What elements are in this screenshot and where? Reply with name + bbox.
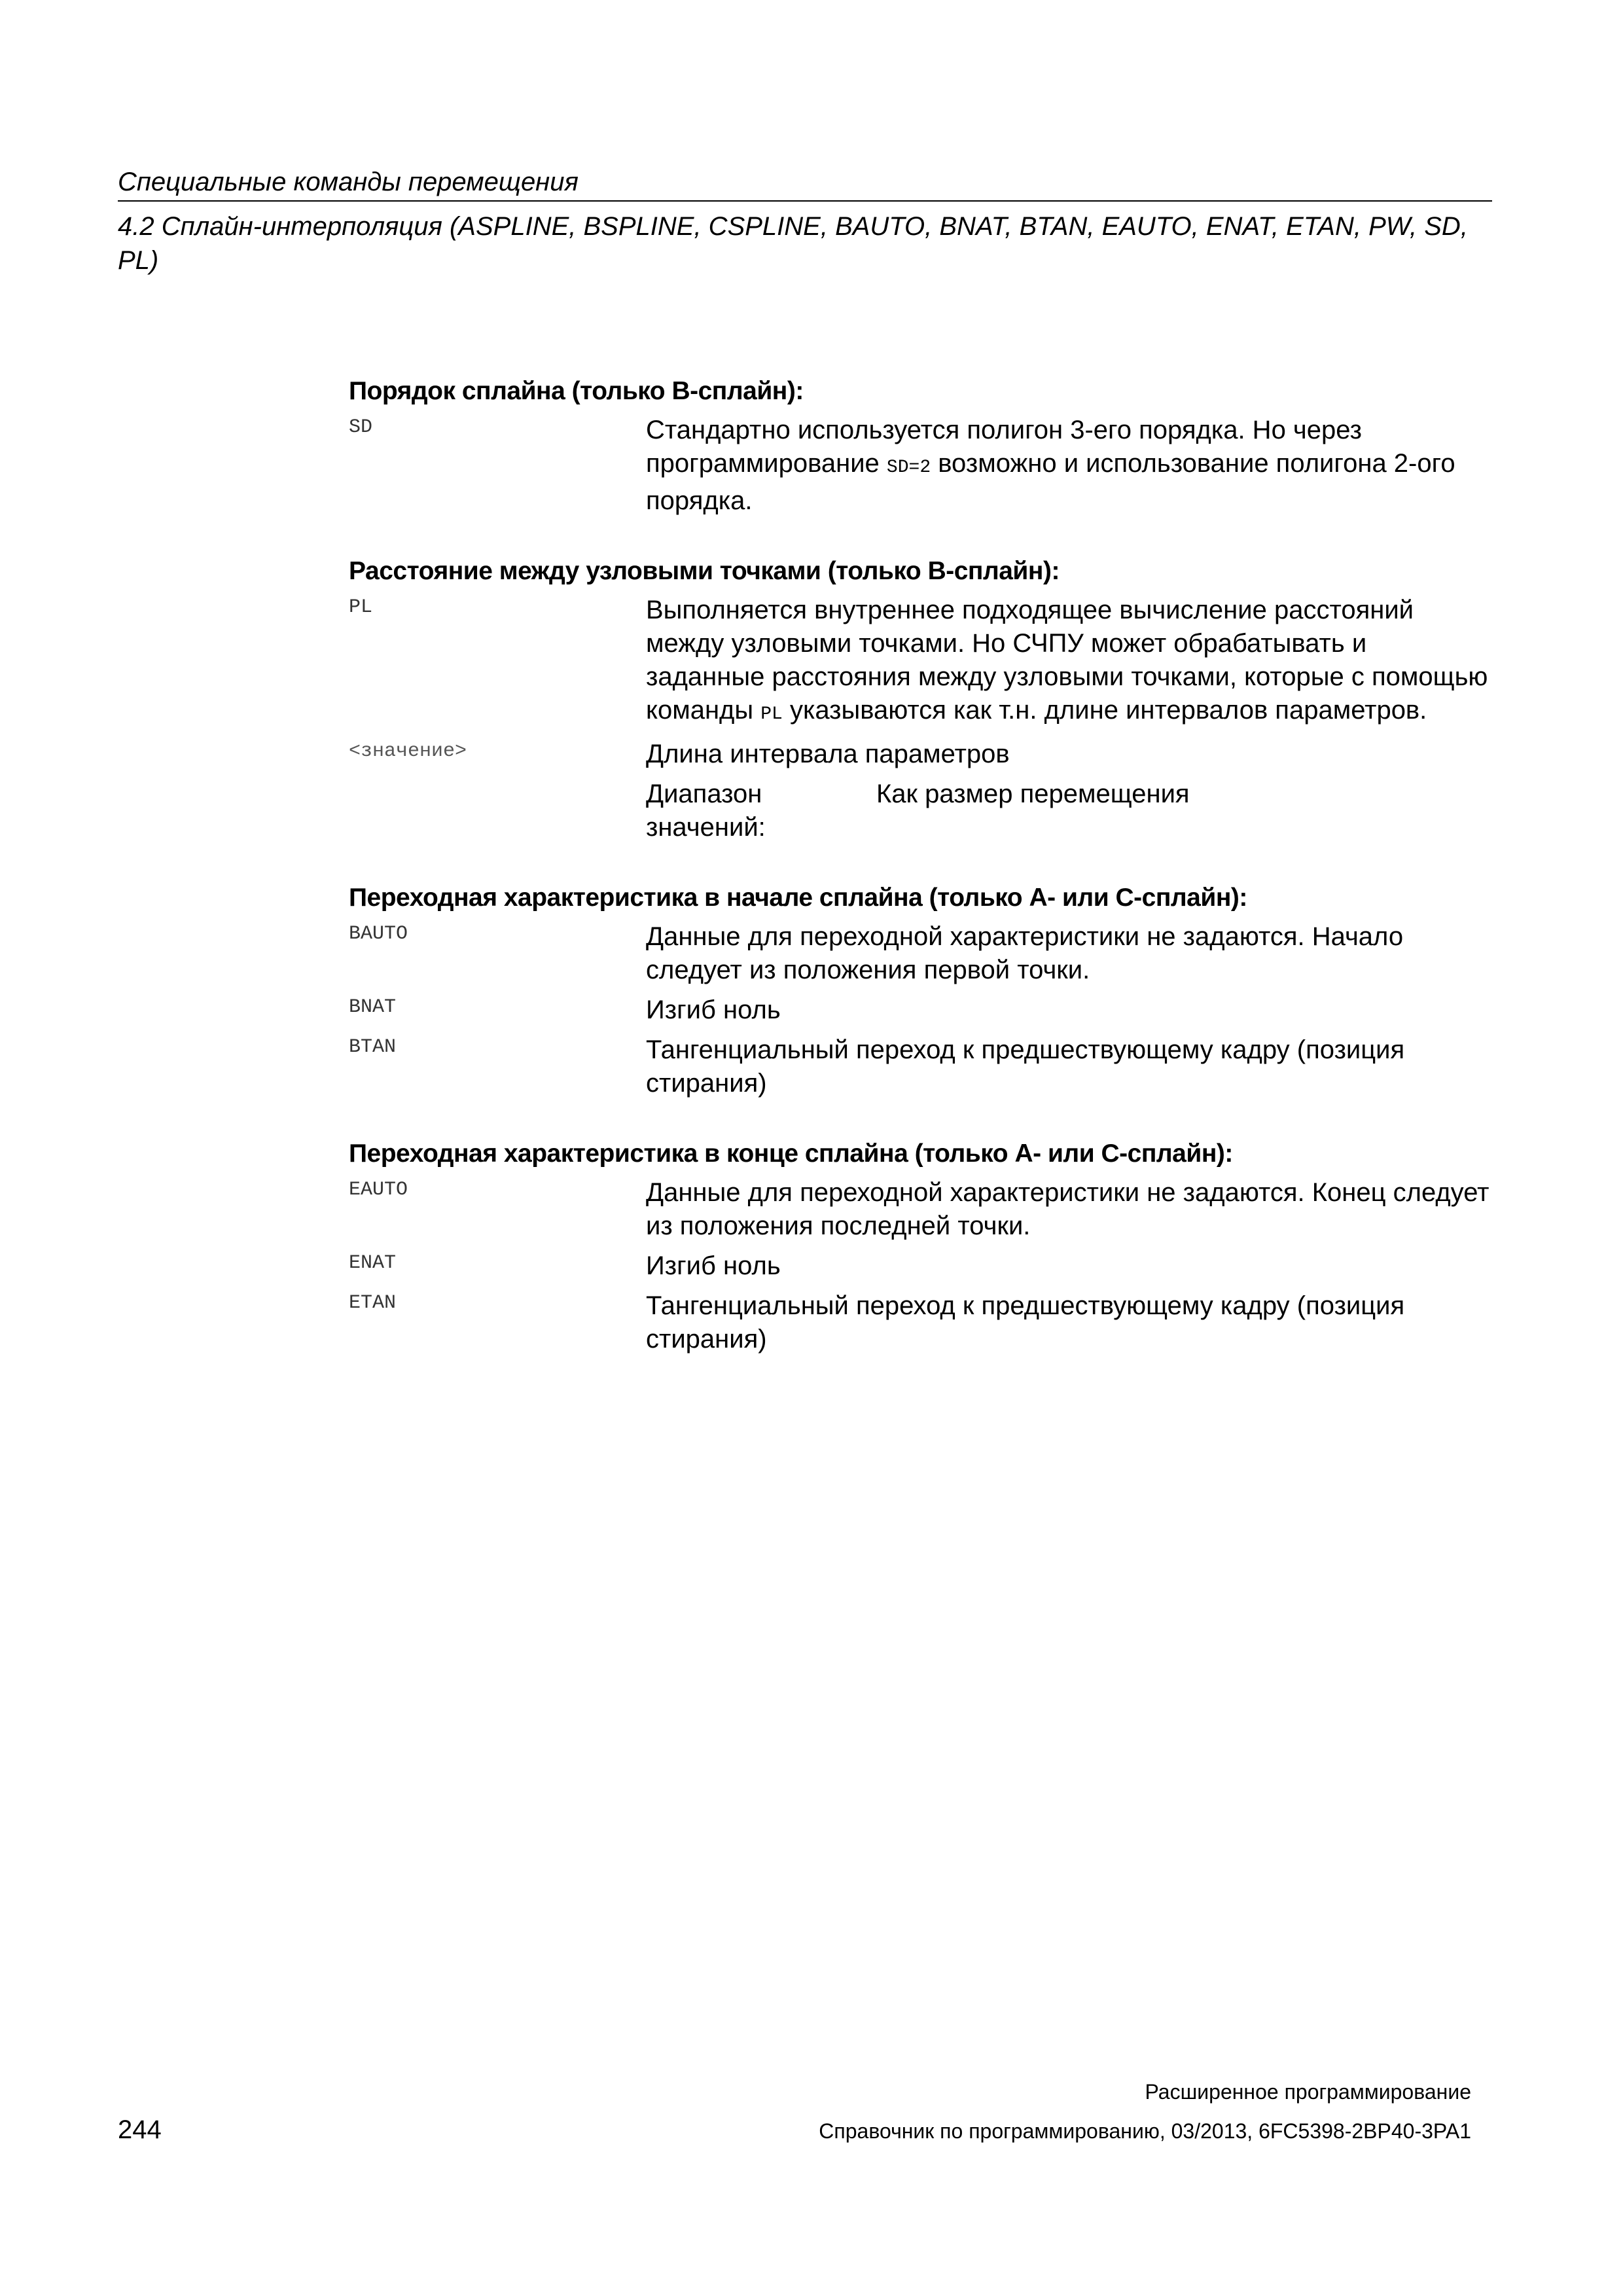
page-number: 244 xyxy=(118,2115,162,2144)
term: BNAT xyxy=(349,996,397,1018)
term: ETAN xyxy=(349,1292,397,1314)
content xyxy=(349,376,1501,1394)
header-section: 4.2 Сплайн-интерполяция (ASPLINE, BSPLINE, CSPLINE, BAUTO, BNAT, BTAN, EAUTO, ENAT, ETAN, PW, SD, PL) xyxy=(118,212,1468,275)
definition-row xyxy=(349,738,1501,844)
section-spline-order xyxy=(349,376,1501,518)
description: Данные для переходной характеристики не задаются. Конец следует из положения последней точки. xyxy=(646,1178,1489,1240)
definition-row xyxy=(349,1033,1501,1100)
header-chapter: Специальные команды перемещения xyxy=(118,168,579,196)
term: EAUTO xyxy=(349,1179,408,1201)
term: ENAT xyxy=(349,1252,397,1274)
term: SD xyxy=(349,416,373,439)
description-text: Выполняется внутреннее подходящее вычисление расстояний между узловыми точками. Но СЧПУ может обрабатывать и заданные расстояния между узловыми точками, которые с помощью команды xyxy=(646,596,1488,725)
description: Изгиб ноль xyxy=(646,996,781,1024)
description xyxy=(646,594,1490,731)
footer-reference: Справочник по программированию, 03/2013, 6FC5398-2BP40-3PA1 xyxy=(819,2119,1471,2143)
term: BTAN xyxy=(349,1036,397,1058)
definition-row xyxy=(349,1249,1501,1283)
section-title: Переходная характеристика в конце сплайна (только A- или C-сплайн): xyxy=(349,1139,1233,1168)
term: PL xyxy=(349,596,373,619)
term-parameter: <значение> xyxy=(349,740,467,762)
section-title: Расстояние между узловыми точками (только B-сплайн): xyxy=(349,557,1060,585)
inline-code: SD=2 xyxy=(886,457,931,478)
inline-code: PL xyxy=(760,704,783,725)
definition-row xyxy=(349,994,1501,1027)
section-start-transition xyxy=(349,882,1501,1100)
description: Тангенциальный переход к предшествующему кадру (позиция стирания) xyxy=(646,1291,1405,1354)
description: Данные для переходной характеристики не задаются. Начало следует из положения первой точки. xyxy=(646,922,1404,984)
value-range-row xyxy=(646,778,1490,844)
description-text: возможно и использование полигона 2-ого порядка. xyxy=(646,449,1455,515)
description-text: указываются как т.н. длине интервалов параметров. xyxy=(782,696,1427,725)
value-range-label: Диапазон значений: xyxy=(646,780,766,842)
section-knot-distance xyxy=(349,556,1501,844)
definition-row xyxy=(349,1289,1501,1356)
description-text: Стандартно используется полигон 3-его порядка. Но через программирование xyxy=(646,416,1362,478)
section-title: Порядок сплайна (только B-сплайн): xyxy=(349,377,804,405)
description xyxy=(646,738,1490,844)
definition-row xyxy=(349,594,1501,731)
description xyxy=(646,414,1490,518)
definition-row xyxy=(349,1176,1501,1243)
footer-title: Расширенное программирование xyxy=(1145,2080,1471,2104)
description: Изгиб ноль xyxy=(646,1251,781,1280)
description-text: Длина интервала параметров xyxy=(646,740,1010,768)
definition-row xyxy=(349,414,1501,518)
definition-row xyxy=(349,920,1501,987)
value-range-value: Как размер перемещения xyxy=(876,780,1190,808)
section-title: Переходная характеристика в начале сплайна (только A- или C-сплайн): xyxy=(349,884,1247,912)
term: BAUTO xyxy=(349,923,408,945)
section-end-transition xyxy=(349,1138,1501,1356)
header-rule xyxy=(118,200,1492,202)
description: Тангенциальный переход к предшествующему кадру (позиция стирания) xyxy=(646,1035,1405,1098)
